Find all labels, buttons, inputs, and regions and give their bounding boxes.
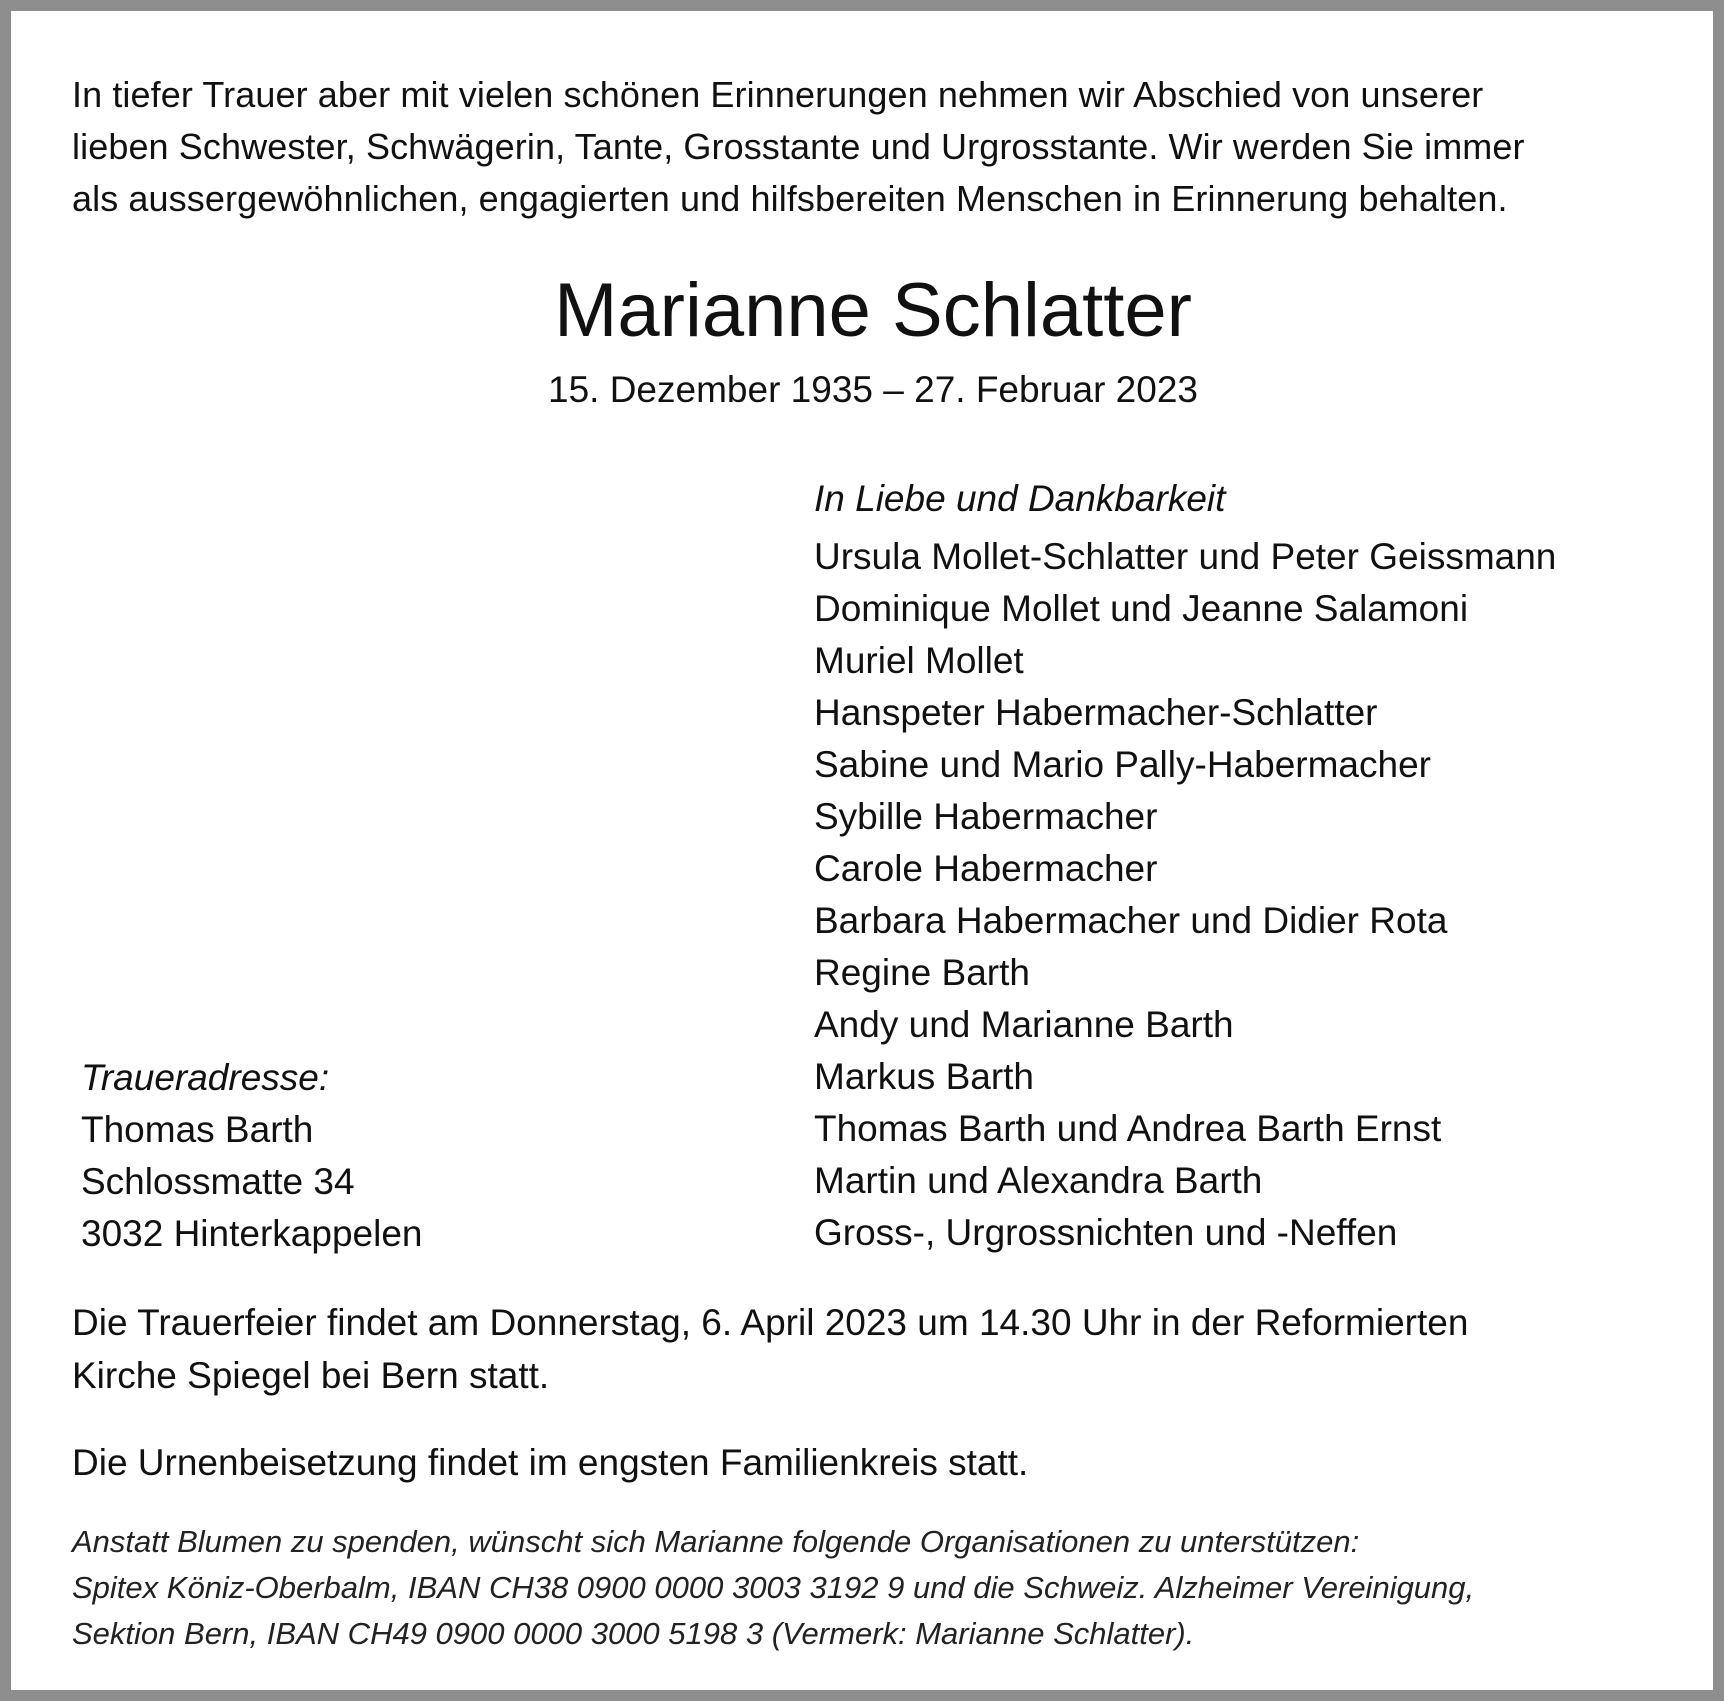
address-name: Thomas Barth	[81, 1109, 314, 1150]
address-label: Traueradresse:	[81, 1057, 330, 1098]
mourner-name: Regine Barth	[814, 952, 1030, 993]
donation-line: Anstatt Blumen zu spenden, wünscht sich Marianne folgende Organisationen zu unterstützen:	[72, 1524, 1360, 1559]
intro-line: als aussergewöhnlichen, engagierten und hilfsbereiten Menschen in Erinnerung behalten.	[72, 178, 1508, 219]
mourner-name: Muriel Mollet	[814, 640, 1024, 681]
deceased-name: Marianne Schlatter	[554, 268, 1192, 353]
address-street: Schlossmatte 34	[81, 1161, 355, 1202]
donation-paragraph	[72, 1519, 1672, 1657]
mourner-name: Andy und Marianne Barth	[814, 1004, 1234, 1045]
mourner-name: Sybille Habermacher	[814, 796, 1158, 837]
mourner-name: Carole Habermacher	[814, 848, 1158, 889]
mourner-name: Ursula Mollet-Schlatter und Peter Geissmann	[814, 536, 1557, 577]
mourner-name: Barbara Habermacher und Didier Rota	[814, 900, 1448, 941]
mourner-name: Hanspeter Habermacher-Schlatter	[814, 692, 1378, 733]
mourner-name: Thomas Barth und Andrea Barth Ernst	[814, 1108, 1442, 1149]
ceremony-line: Die Trauerfeier findet am Donnerstag, 6. April 2023 um 14.30 Uhr in der Reformierten	[72, 1302, 1469, 1343]
ceremony-paragraph	[72, 1296, 1672, 1402]
donation-line: Spitex Köniz-Oberbalm, IBAN CH38 0900 0000 3003 3192 9 und die Schweiz. Alzheimer Vereinigung,	[72, 1570, 1475, 1605]
intro-line: lieben Schwester, Schwägerin, Tante, Grosstante und Urgrosstante. Wir werden Sie immer	[72, 126, 1525, 167]
address-city: 3032 Hinterkappelen	[81, 1213, 423, 1254]
life-dates: 15. Dezember 1935 – 27. Februar 2023	[548, 369, 1198, 410]
mourning-address	[81, 1052, 422, 1260]
mourner-name: Gross-, Urgrossnichten und -Neffen	[814, 1212, 1398, 1253]
mourners-block	[814, 473, 1556, 1259]
donation-line: Sektion Bern, IBAN CH49 0900 0000 3000 5198 3 (Vermerk: Marianne Schlatter).	[72, 1616, 1195, 1651]
urn-burial-paragraph: Die Urnenbeisetzung findet im engsten Familienkreis statt.	[72, 1442, 1029, 1483]
ceremony-line: Kirche Spiegel bei Bern statt.	[72, 1355, 550, 1396]
mourner-name: Dominique Mollet und Jeanne Salamoni	[814, 588, 1469, 629]
intro-paragraph	[72, 69, 1672, 225]
mourner-name: Martin und Alexandra Barth	[814, 1160, 1263, 1201]
mourners-heading: In Liebe und Dankbarkeit	[814, 478, 1226, 519]
mourners-list	[814, 531, 1556, 1259]
mourner-name: Sabine und Mario Pally-Habermacher	[814, 744, 1431, 785]
intro-line: In tiefer Trauer aber mit vielen schönen Erinnerungen nehmen wir Abschied von unserer	[72, 74, 1484, 115]
mourner-name: Markus Barth	[814, 1056, 1035, 1097]
